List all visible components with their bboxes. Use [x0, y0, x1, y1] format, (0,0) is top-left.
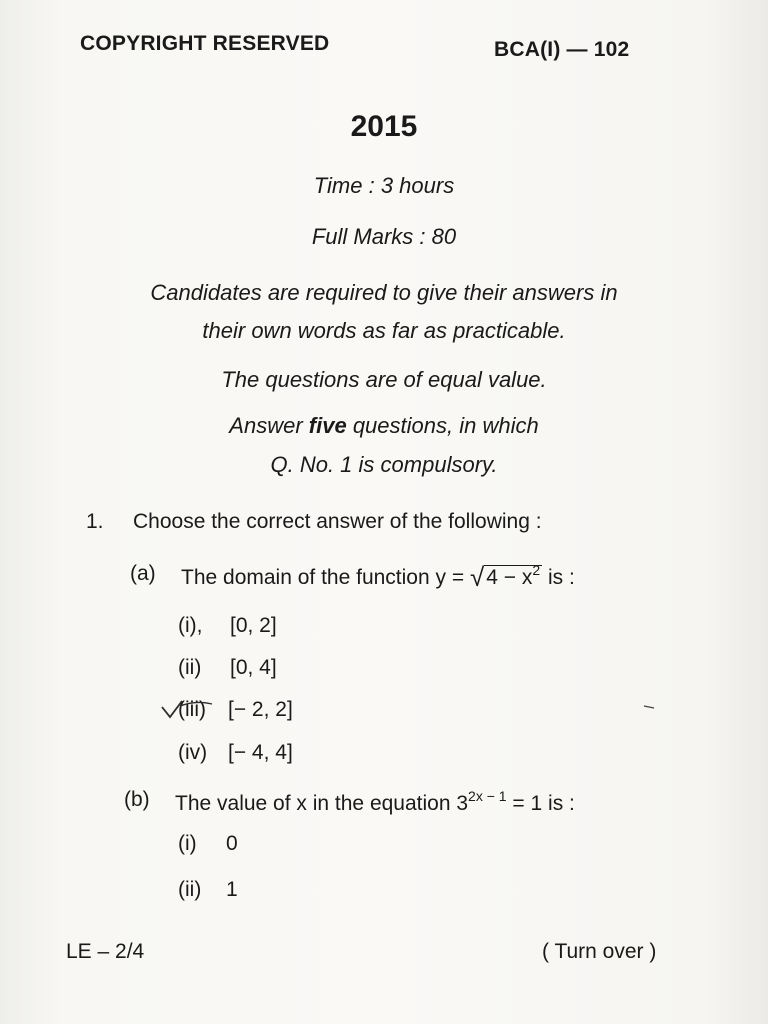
- exam-year: 2015: [350, 110, 418, 143]
- radicand-exponent: 2: [532, 562, 541, 578]
- instruction-line-4-pre: Answer: [229, 413, 309, 438]
- option-b-i-value: 0: [226, 832, 238, 855]
- subquestion-b-text: [175, 788, 575, 816]
- subquestion-b-text-post: = 1 is :: [506, 792, 575, 815]
- subquestion-b-text-pre: The value of x in the equation 3: [175, 792, 469, 815]
- option-a-iii-label: (iii): [178, 698, 206, 721]
- option-a-iv-value: [− 4, 4]: [228, 741, 293, 764]
- option-a-ii-label: (ii): [178, 656, 202, 679]
- option-a-ii-value: [0, 4]: [230, 656, 277, 679]
- subquestion-a-label: (a): [130, 562, 156, 585]
- option-b-i-label: (i): [178, 832, 197, 855]
- exam-time: Time : 3 hours: [313, 173, 455, 198]
- paper-code: BCA(I) — 102: [494, 38, 630, 61]
- instruction-line-4-post: questions, in which: [346, 413, 539, 438]
- radicand: [484, 562, 542, 589]
- stray-mark-icon: [643, 704, 655, 710]
- square-root: [470, 562, 542, 593]
- subquestion-b-label: (b): [124, 788, 150, 811]
- option-b-ii-label: (ii): [178, 878, 202, 901]
- instruction-line-4-emphasis: five: [308, 413, 347, 438]
- instruction-line-3: The questions are of equal value.: [221, 367, 547, 392]
- instruction-line-1: Candidates are required to give their answers in: [150, 280, 618, 305]
- square-root-sign: √: [469, 562, 485, 592]
- question-number: 1.: [86, 510, 104, 533]
- full-marks: Full Marks : 80: [311, 224, 457, 249]
- question-text: Choose the correct answer of the following :: [133, 510, 542, 533]
- option-a-i-label: (i),: [178, 614, 203, 637]
- copyright-notice: COPYRIGHT RESERVED: [80, 32, 330, 55]
- option-a-iv-label: (iv): [178, 741, 208, 764]
- option-b-ii-value: 1: [226, 878, 238, 901]
- subquestion-a-text-pre: The domain of the function y =: [181, 566, 470, 589]
- radicand-text: 4 − x: [486, 566, 533, 589]
- instruction-line-4: [0, 413, 768, 439]
- option-a-i-value: [0, 2]: [230, 614, 277, 637]
- subquestion-a-text: [181, 562, 575, 593]
- instruction-line-2: their own words as far as practicable.: [202, 318, 566, 343]
- handwritten-scribble-icon: [178, 700, 214, 716]
- instruction-line-5: Q. No. 1 is compulsory.: [270, 452, 498, 477]
- turn-over-note: ( Turn over ): [542, 940, 657, 963]
- subquestion-a-text-post: is :: [542, 566, 575, 589]
- page-code: LE – 2/4: [66, 940, 145, 963]
- equation-exponent: 2x − 1: [468, 788, 507, 804]
- option-a-iii-value: [− 2, 2]: [228, 698, 293, 721]
